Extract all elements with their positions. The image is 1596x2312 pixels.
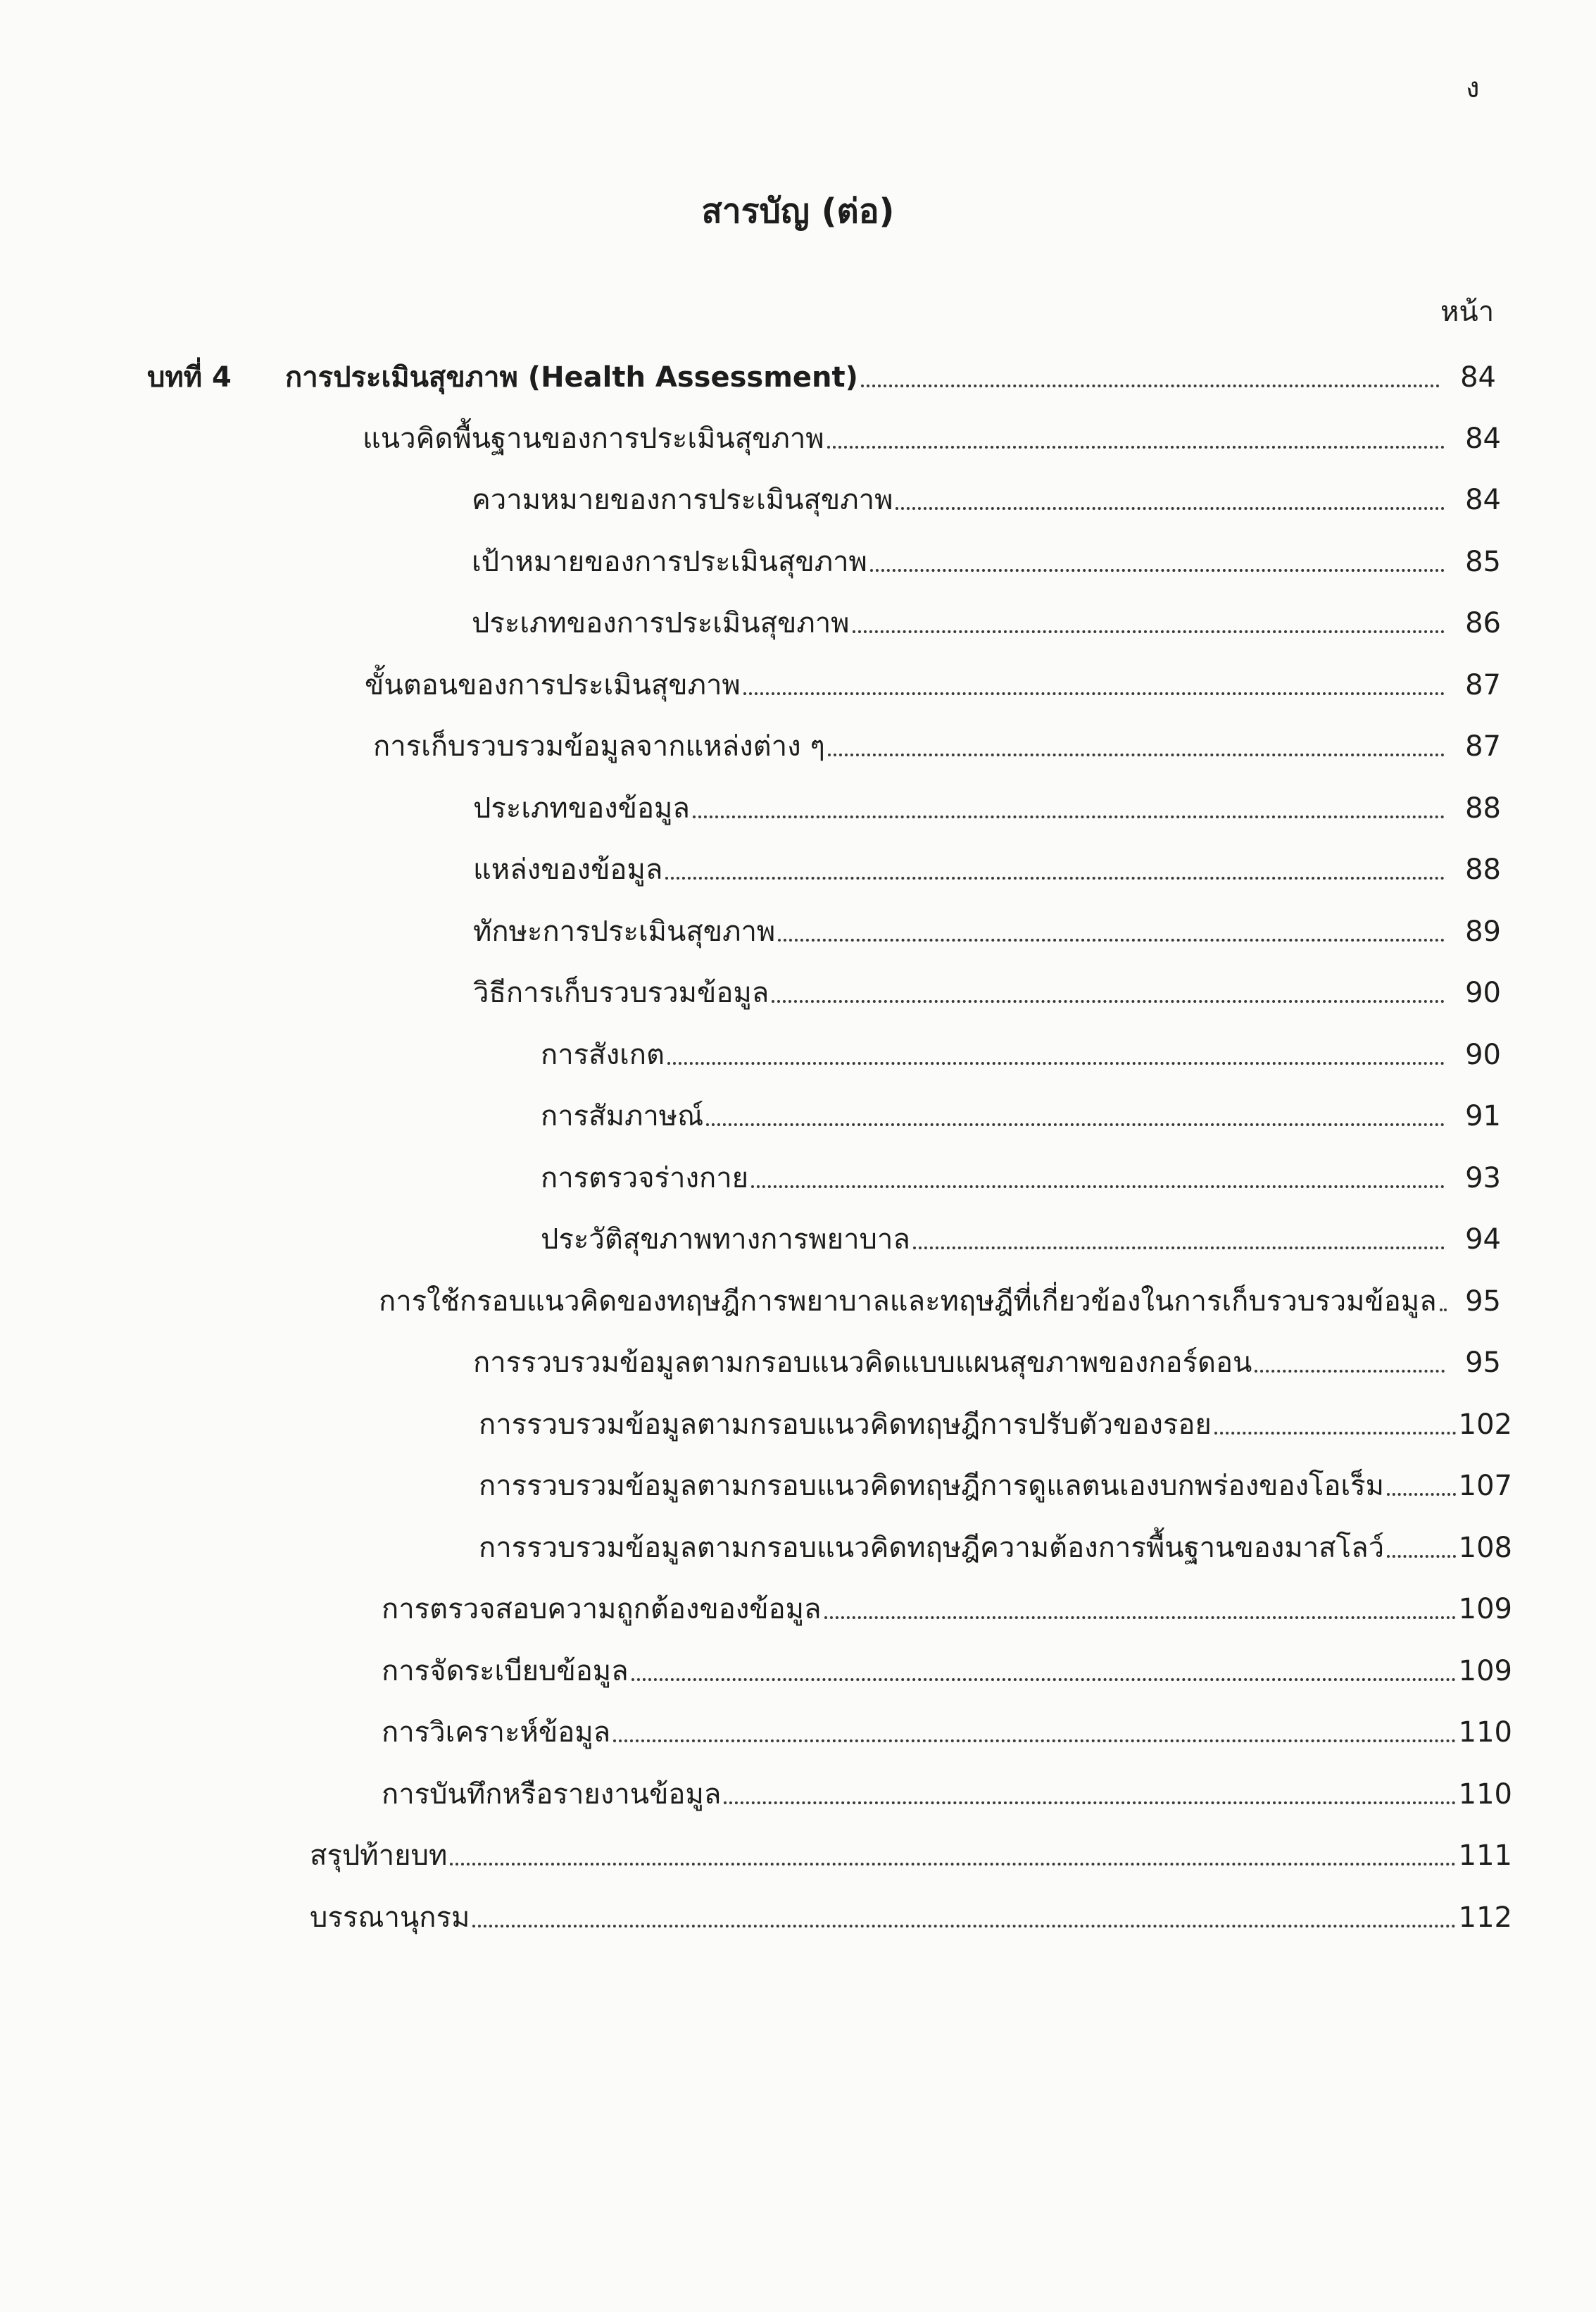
toc-entry-label: ประวัติสุขภาพทางการพยาบาล bbox=[541, 1223, 910, 1256]
toc-entry-label: ทักษะการประเมินสุขภาพ bbox=[473, 916, 776, 948]
toc-entry-label: การรวบรวมข้อมูลตามกรอบแนวคิดทฤษฎีความต้องการพื้นฐานของมาสโลว์ bbox=[479, 1532, 1385, 1564]
leader-dots bbox=[1255, 1370, 1445, 1373]
leader-dots bbox=[1387, 1555, 1456, 1558]
toc-entry bbox=[379, 1280, 1501, 1323]
toc-entry bbox=[473, 972, 1501, 1014]
chapter-label: การประเมินสุขภาพ (Health Assessment) bbox=[285, 361, 858, 394]
toc-entry bbox=[373, 725, 1501, 768]
toc-entry-label: สรุปท้ายบท bbox=[310, 1839, 448, 1872]
leader-dots bbox=[613, 1739, 1456, 1742]
leader-dots bbox=[1387, 1493, 1456, 1496]
toc-entry-label: การเก็บรวบรวมข้อมูลจากแหล่งต่าง ๆ bbox=[373, 730, 825, 763]
leader-dots bbox=[1214, 1432, 1456, 1435]
page-title: สารบัญ (ต่อ) bbox=[701, 192, 895, 231]
toc-entry-page: 87 bbox=[1465, 730, 1501, 763]
toc-entry-page: 107 bbox=[1458, 1470, 1512, 1502]
toc-entry-page: 95 bbox=[1465, 1346, 1501, 1379]
leader-dots bbox=[665, 877, 1445, 880]
toc-entry-label: การตรวจร่างกาย bbox=[541, 1162, 749, 1194]
leader-dots bbox=[913, 1246, 1445, 1249]
toc-entry bbox=[310, 1897, 1512, 1939]
toc-entry-page: 109 bbox=[1458, 1655, 1512, 1687]
toc-entry-page: 84 bbox=[1465, 423, 1501, 455]
toc-entry bbox=[479, 1527, 1512, 1569]
toc-entry bbox=[310, 1835, 1512, 1877]
toc-entry bbox=[473, 787, 1501, 830]
toc-entry bbox=[541, 1095, 1501, 1137]
leader-dots bbox=[896, 507, 1445, 510]
toc-chapter-entry bbox=[147, 356, 1496, 399]
toc-entry-label: ความหมายของการประเมินสุขภาพ bbox=[472, 484, 893, 516]
toc-entry-label: การรวบรวมข้อมูลตามกรอบแนวคิดทฤษฎีการปรับตัวของรอย bbox=[479, 1408, 1212, 1441]
toc-entry-page: 109 bbox=[1458, 1593, 1512, 1625]
toc-entry-page: 112 bbox=[1458, 1901, 1512, 1934]
toc-entry-page: 87 bbox=[1465, 669, 1501, 701]
toc-entry-page: 86 bbox=[1465, 607, 1501, 639]
toc-entry-page: 90 bbox=[1465, 1039, 1501, 1071]
toc-entry-label: บรรณานุกรม bbox=[310, 1901, 470, 1934]
toc-entry bbox=[473, 911, 1501, 953]
toc-entry-label: เป้าหมายของการประเมินสุขภาพ bbox=[472, 546, 867, 578]
leader-dots bbox=[772, 1000, 1445, 1003]
toc-entry-label: ขั้นตอนของการประเมินสุขภาพ bbox=[365, 669, 741, 701]
toc-entry-page: 88 bbox=[1465, 854, 1501, 886]
toc-entry bbox=[479, 1465, 1512, 1507]
toc-entry-label: วิธีการเก็บรวบรวมข้อมูล bbox=[473, 977, 769, 1009]
leader-dots bbox=[693, 816, 1445, 818]
page-column-header: หน้า bbox=[1440, 296, 1495, 328]
toc-entry-page: 110 bbox=[1458, 1778, 1512, 1811]
toc-entry-label: การจัดระเบียบข้อมูล bbox=[382, 1655, 629, 1687]
leader-dots bbox=[853, 630, 1445, 633]
page-number: ง bbox=[1466, 72, 1480, 104]
toc-entry bbox=[382, 1773, 1512, 1816]
toc-entry-page: 85 bbox=[1465, 546, 1501, 578]
toc-entry bbox=[382, 1711, 1512, 1754]
toc-entry-label: ประเภทของข้อมูล bbox=[473, 792, 690, 825]
leader-dots bbox=[724, 1801, 1456, 1804]
toc-entry bbox=[363, 418, 1501, 460]
toc-entry-label: การบันทึกหรือรายงานข้อมูล bbox=[382, 1778, 722, 1811]
toc-entry-page: 93 bbox=[1465, 1162, 1501, 1194]
toc-entry bbox=[472, 479, 1501, 521]
toc-entry bbox=[541, 1034, 1501, 1076]
toc-entry-page: 110 bbox=[1458, 1716, 1512, 1749]
toc-entry bbox=[473, 849, 1501, 891]
toc-entry bbox=[382, 1650, 1512, 1692]
toc-entry-page: 84 bbox=[1465, 484, 1501, 516]
toc-entry-label: การตรวจสอบความถูกต้องของข้อมูล bbox=[382, 1593, 822, 1625]
toc-entry-label: การรวบรวมข้อมูลตามกรอบแนวคิดทฤษฎีการดูแลตนเองบกพร่องของโอเร็ม bbox=[479, 1470, 1385, 1502]
toc-entry-page: 90 bbox=[1465, 977, 1501, 1009]
toc-entry-label: การวิเคราะห์ข้อมูล bbox=[382, 1716, 611, 1749]
toc-entry-label: แนวคิดพื้นฐานของการประเมินสุขภาพ bbox=[363, 423, 824, 455]
leader-dots bbox=[870, 569, 1445, 572]
leader-dots bbox=[828, 754, 1445, 756]
leader-dots bbox=[450, 1863, 1456, 1866]
toc-entry bbox=[541, 1218, 1501, 1261]
leader-dots bbox=[667, 1062, 1445, 1065]
toc-entry bbox=[365, 664, 1501, 706]
toc-entry-label: การรวบรวมข้อมูลตามกรอบแนวคิดแบบแผนสุขภาพของกอร์ดอน bbox=[473, 1346, 1252, 1379]
toc-entry-page: 95 bbox=[1465, 1285, 1501, 1318]
toc-entry-page: 89 bbox=[1465, 916, 1501, 948]
leader-dots bbox=[706, 1123, 1445, 1126]
leader-dots bbox=[632, 1678, 1456, 1681]
leader-dots bbox=[743, 692, 1445, 695]
leader-dots bbox=[827, 446, 1445, 449]
toc-entry-page: 91 bbox=[1465, 1100, 1501, 1132]
toc-entry-page: 94 bbox=[1465, 1223, 1501, 1256]
toc-entry bbox=[473, 1342, 1501, 1384]
toc-entry-page: 102 bbox=[1458, 1408, 1512, 1441]
toc-entry-page: 108 bbox=[1458, 1532, 1512, 1564]
toc-entry-label: การสัมภาษณ์ bbox=[541, 1100, 704, 1132]
chapter-number: บทที่ 4 bbox=[147, 361, 232, 394]
toc-entry-page: 111 bbox=[1458, 1839, 1512, 1872]
chapter-page: 84 bbox=[1460, 361, 1496, 394]
toc-entry bbox=[382, 1588, 1512, 1630]
leader-dots bbox=[778, 939, 1445, 942]
toc-entry bbox=[479, 1404, 1512, 1446]
leader-dots bbox=[861, 385, 1440, 387]
toc-entry-label: ประเภทของการประเมินสุขภาพ bbox=[472, 607, 850, 639]
leader-dots bbox=[751, 1185, 1445, 1188]
leader-dots bbox=[824, 1616, 1456, 1619]
toc-entry-label: การสังเกต bbox=[541, 1039, 665, 1071]
toc-entry bbox=[472, 541, 1501, 583]
toc-entry-label: การใช้กรอบแนวคิดของทฤษฎีการพยาบาลและทฤษฎีที่เกี่ยวข้องในการเก็บรวบรวมข้อมูล bbox=[379, 1285, 1437, 1318]
toc-entry bbox=[472, 602, 1501, 644]
toc-entry-page: 88 bbox=[1465, 792, 1501, 825]
toc-entry bbox=[541, 1157, 1501, 1199]
leader-dots bbox=[472, 1925, 1456, 1927]
toc-entry-label: แหล่งของข้อมูล bbox=[473, 854, 663, 886]
